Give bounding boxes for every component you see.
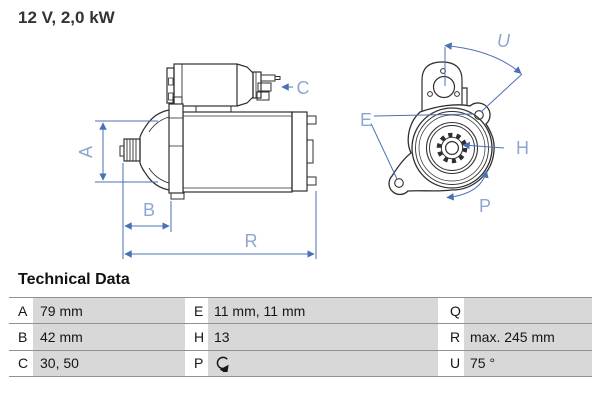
row-value: 13 — [208, 324, 438, 349]
dim-label-c: C — [296, 78, 310, 98]
row-key: C — [9, 351, 33, 376]
clockwise-rotation-icon — [214, 354, 232, 372]
rotation-direction-cell — [208, 351, 438, 376]
table-title: Technical Data — [18, 271, 130, 288]
row-key: B — [9, 324, 33, 349]
table-row — [9, 351, 592, 377]
row-key: R — [438, 324, 464, 349]
front-view-drawing — [389, 62, 494, 194]
table-row — [9, 324, 592, 350]
dim-label-a: A — [75, 145, 96, 159]
side-view-dimensions — [95, 87, 316, 259]
dim-label-u: U — [497, 31, 510, 51]
dim-label-r: R — [244, 231, 258, 251]
dim-label-p: P — [478, 196, 492, 216]
row-key: H — [185, 324, 208, 349]
row-value: 79 mm — [33, 298, 185, 323]
row-value: 30, 50 — [33, 351, 185, 376]
row-key: U — [438, 351, 464, 376]
dim-label-h: H — [516, 138, 529, 158]
row-value: max. 245 mm — [464, 324, 592, 349]
dim-label-b: B — [142, 200, 156, 220]
technical-data-table — [9, 297, 592, 377]
dim-label-e: E — [359, 110, 373, 130]
row-value — [464, 298, 592, 323]
side-view-drawing — [120, 64, 316, 199]
row-value: 42 mm — [33, 324, 185, 349]
page-title: 12 V, 2,0 kW — [18, 8, 115, 27]
row-key: E — [185, 298, 208, 323]
row-key: P — [185, 351, 208, 376]
table-row — [9, 298, 592, 324]
row-value: 75 ° — [464, 351, 592, 376]
row-key: Q — [438, 298, 464, 323]
row-key: A — [9, 298, 33, 323]
row-value: 11 mm, 11 mm — [208, 298, 438, 323]
